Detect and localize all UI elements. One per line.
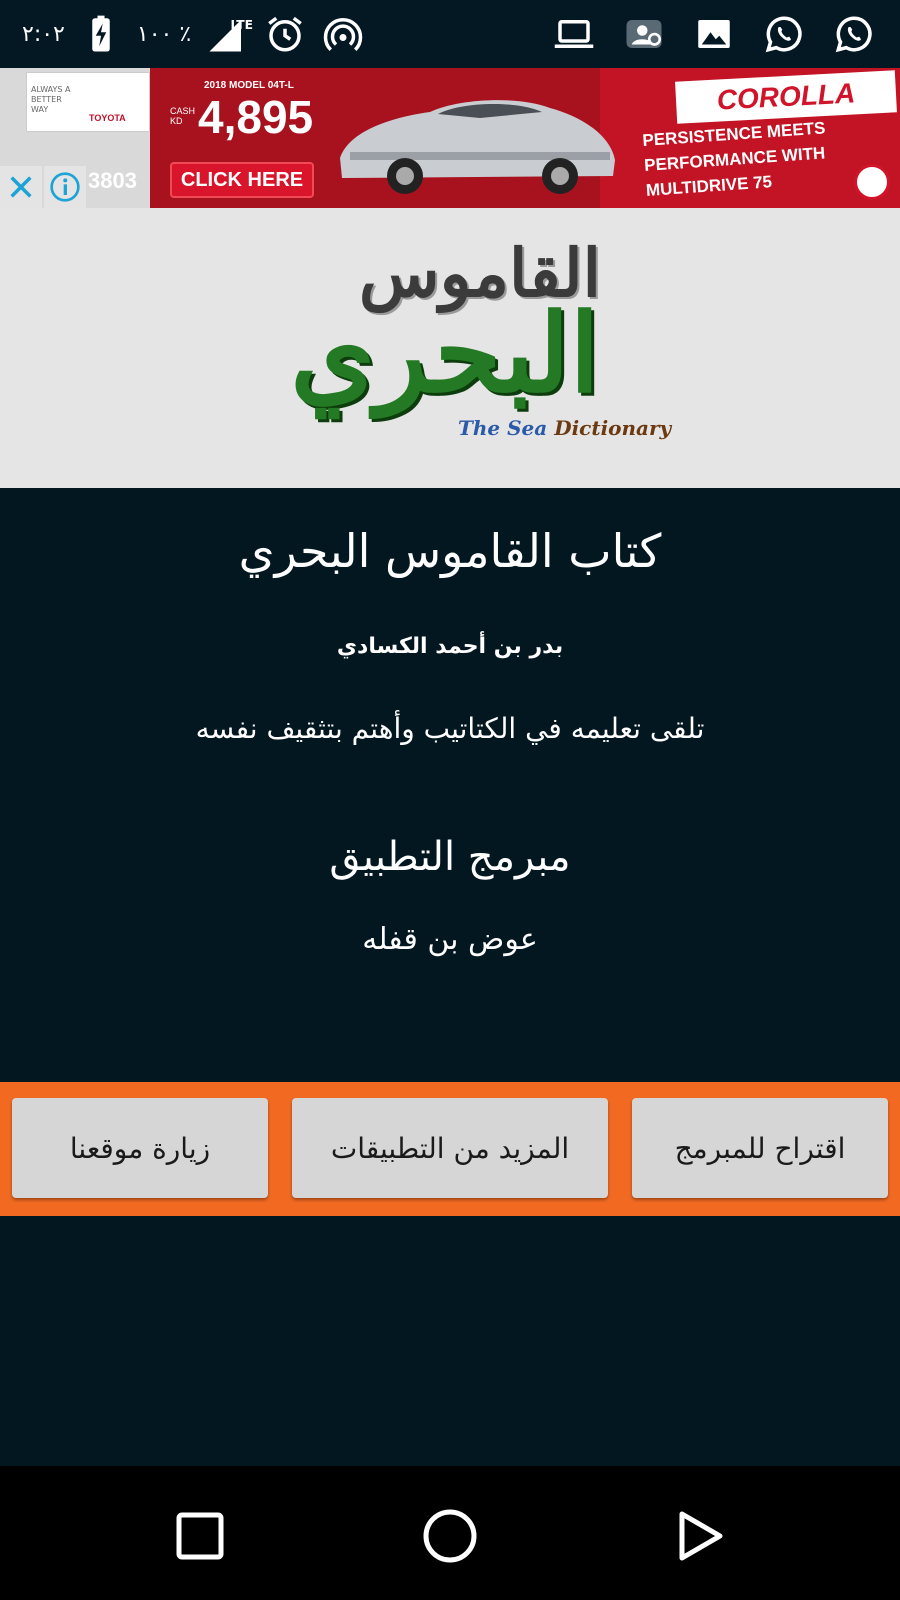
book-title: كتاب القاموس البحري [238,524,662,578]
ad-product-name: COROLLA [675,70,897,123]
author-name: بدر بن أحمد الكسادي [336,634,564,659]
visit-website-button[interactable]: زيارة موقعنا [12,1098,268,1198]
close-icon [7,173,35,201]
recent-apps-button[interactable] [160,1496,240,1576]
back-triangle-icon [672,1508,728,1564]
whatsapp-icon [762,12,806,56]
developer-heading: مبرمج التطبيق [329,834,571,880]
ad-info-button[interactable] [44,166,86,208]
about-section [0,488,900,1082]
more-apps-button[interactable]: المزيد من التطبيقات [292,1098,608,1198]
circle-icon [420,1506,480,1566]
back-button[interactable] [660,1496,740,1576]
logo-english-dictionary: Dictionary [554,416,672,440]
author-bio: تلقى تعليمه في الكتاتيب وأهتم بتثقيف نفسه [195,712,705,745]
gallery-icon [692,12,736,56]
ad-model: 2018 MODEL 04T-L [204,80,294,91]
status-bar [0,0,900,68]
whatsapp-icon [832,12,876,56]
action-bar [0,1082,900,1216]
system-nav-bar [0,1466,900,1600]
home-button[interactable] [410,1496,490,1576]
logo-top-word: القاموس [359,234,601,312]
ad-close-button[interactable] [0,166,42,208]
signal-lte-icon [205,12,254,56]
svg-text:LTE: LTE [230,17,254,32]
square-icon [174,1510,226,1562]
status-left [22,10,365,58]
ad-banner[interactable] [0,68,900,208]
status-right [552,10,876,58]
logo-english-sea: The Sea [458,416,548,440]
info-icon [49,171,81,203]
developer-name: عوض بن قفله [362,922,538,957]
app-logo [0,208,900,488]
ad-click-here-button[interactable]: CLICK HERE [170,162,314,198]
battery-charging-icon [79,12,123,56]
ad-phone-fragment: 3803 [88,168,137,193]
ad-brand-logo [26,72,150,132]
clock: ٢:٠٢ [22,21,65,47]
suggest-to-developer-button[interactable]: اقتراح للمبرمج [632,1098,888,1198]
ad-price: 4,895 [198,91,314,143]
ad-logo-slogan: ALWAYS A BETTER WAY [31,85,71,114]
ad-car-image [330,78,620,198]
ad-badge-icon [854,164,890,200]
logo-english-subtitle [458,416,671,440]
ad-cash-label: CASH KD [170,106,196,126]
battery-percent: ٪ ١٠٠ [136,21,192,47]
logo-main-word: البحري [290,291,600,417]
account-sync-icon [622,12,666,56]
laptop-icon [552,12,596,56]
alarm-icon [263,12,307,56]
hotspot-icon [321,12,365,56]
ad-tagline: PERSISTENCE MEETS PERFORMANCE WITH MULTIDRIVE 75 [641,118,827,200]
ad-brand-name: TOYOTA [89,113,126,123]
